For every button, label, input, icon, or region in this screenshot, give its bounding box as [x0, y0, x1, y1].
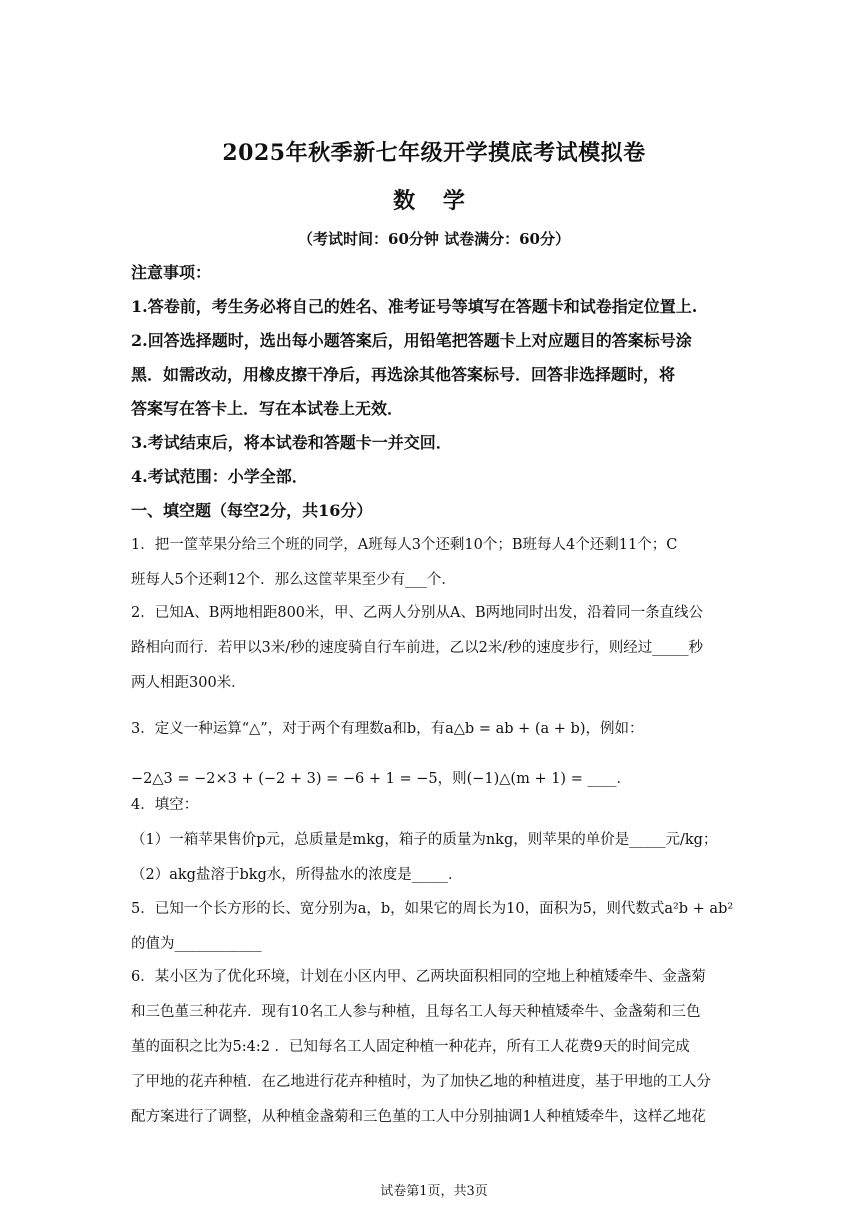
- question-6: [131, 960, 741, 1135]
- question-1: [131, 528, 741, 598]
- question-4: [131, 788, 741, 893]
- question-1-line-2: 班每人5个还剩12个．那么这筐苹果至少有___个．: [131, 572, 456, 588]
- question-3-line-2: −2△3 = −2×3 + (−2 + 3) = −6 + 1 = −5，则(−1)△(m + 1) = ____．: [131, 771, 631, 787]
- question-1-line-1: 1．把一筐苹果分给三个班的同学，A班每人3个还剩10个；B班每人4个还剩11个；C: [131, 537, 678, 553]
- question-6-line-4: 了甲地的花卉种植．在乙地进行花卉种植时，为了加快乙地的种植进度，基于甲地的工人分: [131, 1074, 711, 1090]
- question-3-line-1: 3．定义一种运算“△”，对于两个有理数a和b，有a△b = ab + (a + b)，例如：: [131, 721, 644, 737]
- question-2-line-1: 2．已知A、B两地相距800米，甲、乙两人分别从A、B两地同时出发，沿着同一条直线公: [131, 605, 704, 621]
- section-1-title: 一、填空题（每空2分，共16分）: [131, 501, 373, 520]
- notes-item-1: 1.答卷前，考生务必将自己的姓名、准考证号等填写在答题卡和试卷指定位置上.: [131, 297, 698, 316]
- question-5-line-1: 5．已知一个长方形的长、宽分别为a，b，如果它的周长为10，面积为5，则代数式a²b + ab²: [131, 901, 734, 917]
- notes-item-2-line-3: 答案写在答卡上．写在本试卷上无效．: [131, 399, 404, 418]
- exam-title: 2025年秋季新七年级开学摸底考试模拟卷: [222, 140, 646, 166]
- question-2-line-2: 路相向而行．若甲以3米/秒的速度骑自行车前进，乙以2米/秒的速度步行，则经过_____秒: [131, 640, 703, 656]
- question-2: [131, 596, 741, 701]
- exam-info: （考试时间：60分钟 试卷满分：60分）: [298, 230, 570, 248]
- page-footer: 试卷第1页，共3页: [380, 1184, 488, 1199]
- question-4-sub-1: （1）一箱苹果售价p元，总质量是mkg，箱子的质量为nkg，则苹果的单价是_____元/kg；: [131, 832, 718, 848]
- subject-title: 数 学: [393, 188, 475, 214]
- notes-item-3: 3.考试结束后，将本试卷和答题卡一并交回．: [131, 433, 452, 452]
- notes-item-4: 4.考试范围：小学全部．: [131, 467, 308, 486]
- question-5-line-2: 的值为____________: [131, 936, 262, 952]
- question-6-line-1: 6．某小区为了优化环境，计划在小区内甲、乙两块面积相同的空地上种植矮牵牛、金盏菊: [131, 969, 706, 985]
- notes-block: [131, 256, 741, 494]
- notes-heading: 注意事项：: [131, 263, 212, 282]
- question-6-line-3: 堇的面积之比为5:4:2 ．已知每名工人固定种植一种花卉，所有工人花费9天的时间完成: [131, 1039, 690, 1055]
- notes-item-2-line-2: 黑．如需改动，用橡皮擦干净后，再选涂其他答案标号．回答非选择题时，将: [131, 365, 676, 384]
- question-6-line-5: 配方案进行了调整，从种植金盏菊和三色堇的工人中分别抽调1人种植矮牵牛，这样乙地花: [131, 1109, 706, 1125]
- question-6-line-2: 和三色堇三种花卉．现有10名工人参与种植，且每名工人每天种植矮牵牛、金盏菊和三色: [131, 1004, 701, 1020]
- question-5: [131, 892, 741, 962]
- question-4-head: 4．填空：: [131, 797, 199, 813]
- question-4-sub-2: （2）akg盐溶于bkg水，所得盐水的浓度是_____．: [131, 867, 463, 883]
- notes-item-2-line-1: 2.回答选择题时，选出每小题答案后，用铅笔把答题卡上对应题目的答案标号涂: [131, 331, 692, 350]
- question-2-line-3: 两人相距300米．: [131, 675, 246, 691]
